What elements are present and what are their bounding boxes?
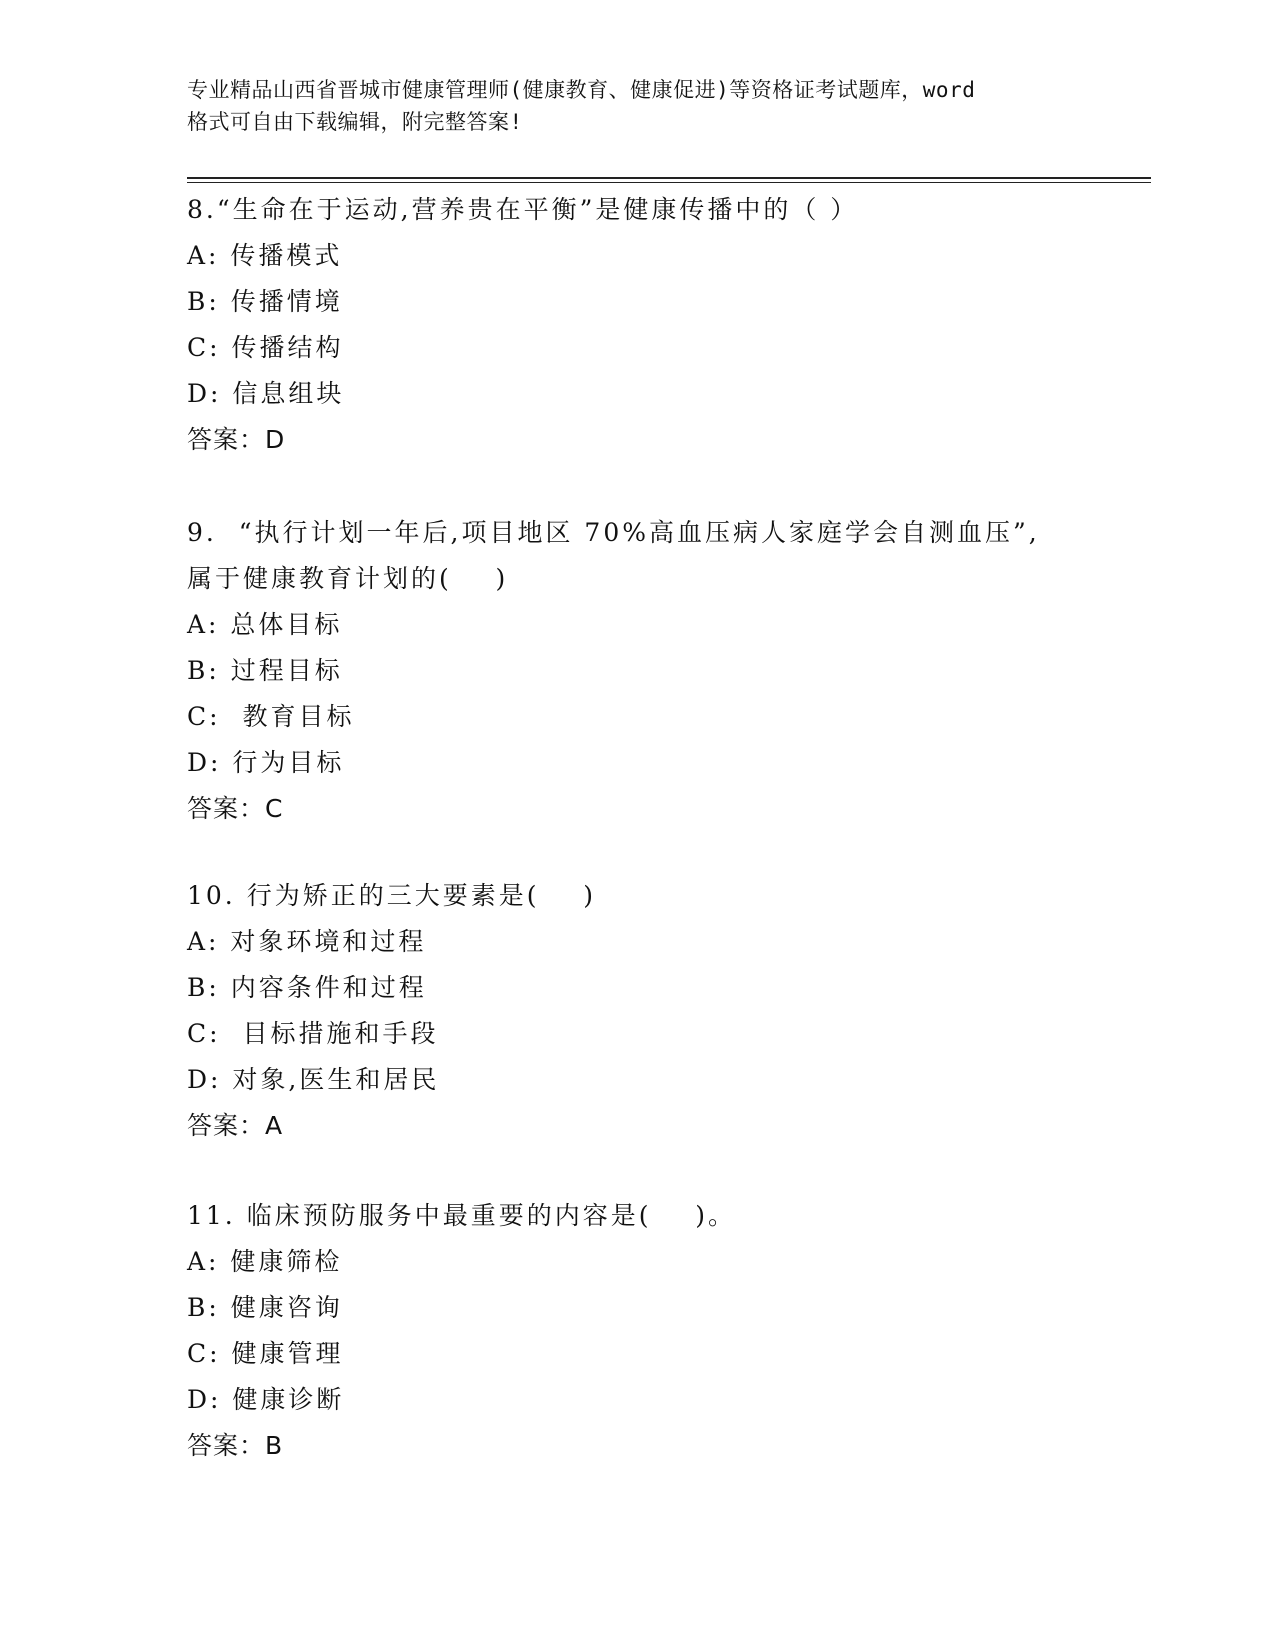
option-b: B: 健康咨询 <box>187 1293 343 1322</box>
option-c: C: 传播结构 <box>187 333 344 362</box>
question-8 <box>187 187 1087 463</box>
answer: 答案：A <box>187 1111 284 1140</box>
option-a: A: 总体目标 <box>187 610 343 639</box>
option-c: C: 目标措施和手段 <box>187 1019 439 1048</box>
header-line-1: 专业精品山西省晋城市健康管理师(健康教育、健康促进)等资格证考试题库，word <box>187 78 976 102</box>
option-d: D: 对象,医生和居民 <box>187 1065 440 1094</box>
question-stem: 9. “执行计划一年后,项目地区 70%高血压病人家庭学会自测血压”, <box>187 518 1040 547</box>
option-d: D: 信息组块 <box>187 379 345 408</box>
question-stem: 11. 临床预防服务中最重要的内容是( )。 <box>187 1201 737 1230</box>
question-10 <box>187 873 1087 1149</box>
option-a: A: 健康筛检 <box>187 1247 343 1276</box>
question-11 <box>187 1193 1087 1469</box>
question-stem-continued: 属于健康教育计划的( ) <box>187 564 509 593</box>
question-stem: 10. 行为矫正的三大要素是( ) <box>187 881 596 910</box>
header-line-2: 格式可自由下载编辑，附完整答案! <box>187 110 523 134</box>
question-9 <box>187 510 1087 832</box>
document-header <box>187 74 1087 138</box>
answer: 答案：C <box>187 794 284 823</box>
question-stem: 8.“生命在于运动,营养贵在平衡”是健康传播中的（ ） <box>187 195 859 224</box>
option-c: C: 健康管理 <box>187 1339 344 1368</box>
option-d: D: 健康诊断 <box>187 1385 345 1414</box>
option-b: B: 过程目标 <box>187 656 343 685</box>
option-b: B: 内容条件和过程 <box>187 973 427 1002</box>
option-b: B: 传播情境 <box>187 287 343 316</box>
option-a: A: 对象环境和过程 <box>187 927 427 956</box>
answer: 答案：B <box>187 1431 284 1460</box>
option-d: D: 行为目标 <box>187 748 345 777</box>
option-a: A: 传播模式 <box>187 241 343 270</box>
option-c: C: 教育目标 <box>187 702 355 731</box>
header-divider-thick <box>187 177 1151 179</box>
header-divider-thin <box>187 182 1151 183</box>
answer: 答案：D <box>187 425 286 454</box>
